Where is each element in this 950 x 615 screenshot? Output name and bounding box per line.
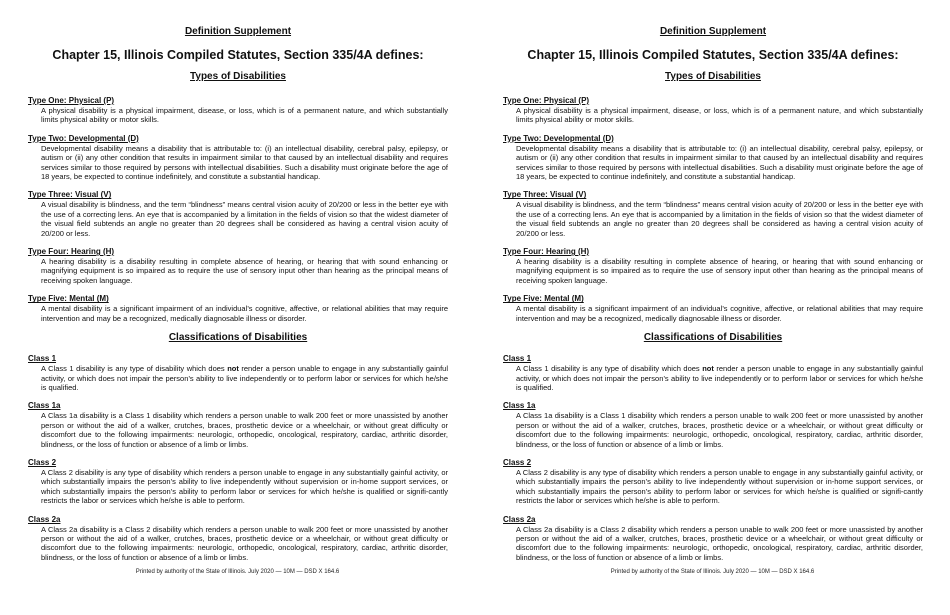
type-heading: Type Five: Mental (M) bbox=[503, 294, 584, 304]
class-text: A Class 2a disability is a Class 2 disability which renders a person unable to walk 200 feet or more unassisted by another person or without the aid of a walker, crutches, braces, prosthetic device or a wheelchair, or without great difficulty or discomfort due to the following impairments: neurologic, orthopedic, oncological, respiratory, cardiac, arthritic disorder, blindness, or the loss of function or absence of a limb or limbs. bbox=[41, 524, 448, 562]
page-right bbox=[475, 0, 950, 615]
class-text-emphasis: not bbox=[702, 364, 714, 374]
chapter-heading: Chapter 15, Illinois Compiled Statutes, Section 335/4A defines: bbox=[52, 48, 424, 62]
type-entry bbox=[28, 96, 448, 125]
class-entry bbox=[28, 515, 448, 563]
class-text: A Class 1a disability is a Class 1 disability which renders a person unable to walk 200 feet or more unassisted by another person or without the aid of a walker, crutches, braces, prosthetic device or a wheelchair, or without great difficulty or discomfort due to the following impairments: neurologic, orthopedic, oncological, respiratory, cardiac, arthritic disorder, blindness, or the loss of function or absence of a limb or limbs. bbox=[41, 411, 448, 449]
classifications-heading: Classifications of Disabilities bbox=[168, 332, 308, 344]
class-text: A Class 1a disability is a Class 1 disability which renders a person unable to walk 200 feet or more unassisted by another person or without the aid of a walker, crutches, braces, prosthetic device or a wheelchair, or without great difficulty or discomfort due to the following impairments: neurologic, orthopedic, oncological, respiratory, cardiac, arthritic disorder, blindness, or the loss of function or absence of a limb or limbs. bbox=[516, 411, 923, 449]
type-heading: Type Four: Hearing (H) bbox=[28, 247, 115, 257]
chapter-heading: Chapter 15, Illinois Compiled Statutes, Section 335/4A defines: bbox=[527, 48, 899, 62]
class-text-before: A Class 1 disability is any type of disability which does bbox=[41, 364, 228, 374]
type-text: A visual disability is blindness, and the term “blindness” means central vision acuity of 20/200 or less in the better eye with the use of a correcting lens. An eye that is accompanied by a limitation in the fields of vision so that the widest diameter of the visual field subtends an angle no greater than 20 degrees shall be considered as having a central vision acuity of 20/200 or less. bbox=[41, 200, 448, 238]
class-text: A Class 2a disability is a Class 2 disability which renders a person unable to walk 200 feet or more unassisted by another person or without the aid of a walker, crutches, braces, prosthetic device or a wheelchair, or without great difficulty or discomfort due to the following impairments: neurologic, orthopedic, oncological, respiratory, cardiac, arthritic disorder, blindness, or the loss of function or absence of a limb or limbs. bbox=[516, 524, 923, 562]
type-entry bbox=[503, 294, 923, 323]
class-heading: Class 2 bbox=[503, 457, 532, 467]
class-entry bbox=[503, 401, 923, 449]
class-heading: Class 2 bbox=[28, 457, 57, 467]
type-heading: Type One: Physical (P) bbox=[503, 96, 590, 105]
type-heading: Type Four: Hearing (H) bbox=[503, 247, 590, 257]
class-text-before: A Class 1 disability is any type of disability which does bbox=[516, 364, 703, 374]
class-text-after: render a person unable to engage in any substantially gainful activity, or which does not impair the person’s ability to live independently or to perform labor or services for which he/she is qualified. bbox=[41, 364, 448, 392]
supplement-title: Definition Supplement bbox=[659, 26, 767, 37]
class-heading: Class 2a bbox=[28, 514, 61, 524]
supplement-title: Definition Supplement bbox=[184, 26, 292, 37]
type-text: A mental disability is a significant impairment of an individual’s cognitive, affective, or relational abilities that may require intervention and may be a recognized, medically diagnosable illness or disorder. bbox=[516, 304, 923, 323]
type-entry bbox=[28, 294, 448, 323]
type-entry bbox=[28, 190, 448, 238]
class-text-after: render a person unable to engage in any substantially gainful activity, or which does not impair the person’s ability to live independently or to perform labor or services for which he/she is qualified. bbox=[516, 364, 923, 392]
type-text: Developmental disability means a disability that is attributable to: (i) an intellectual disability, cerebral palsy, epilepsy, or autism or (ii) any other condition that results in impairment similar to that caused by an intellectual disability and requires services similar to those required by persons with intellectual disabilities. Such a disability must originate before the age of 18 years, be expected to continue indefinitely, and constitute a substantial handicap. bbox=[516, 143, 923, 182]
class-heading: Class 1a bbox=[28, 401, 61, 411]
type-entry bbox=[503, 96, 923, 125]
type-heading: Type Two: Developmental (D) bbox=[503, 133, 614, 143]
type-text: A visual disability is blindness, and the term “blindness” means central vision acuity of 20/200 or less in the better eye with the use of a correcting lens. An eye that is accompanied by a limitation in the fields of vision so that the widest diameter of the visual field subtends an angle no greater than 20 degrees shall be considered as having a central vision acuity of 20/200 or less. bbox=[516, 200, 923, 238]
class-heading: Class 1a bbox=[503, 401, 536, 411]
class-text bbox=[503, 364, 923, 392]
print-footer: Printed by authority of the State of Illinois. July 2020 — 10M — DSD X 164.6 bbox=[610, 569, 815, 575]
type-text: A hearing disability is a disability resulting in complete absence of hearing, or hearing that with sound enhancing or magnifying equipment is so impaired as to require the use of sensory input other than hearing as the principal means of receiving spoken language. bbox=[41, 257, 448, 285]
class-entry bbox=[503, 458, 923, 506]
type-text: A mental disability is a significant impairment of an individual’s cognitive, affective, or relational abilities that may require intervention and may be a recognized, medically diagnosable illness or disorder. bbox=[41, 304, 448, 323]
type-text: A physical disability is a physical impairment, disease, or loss, which is of a permanent nature, and which substantially limits physical ability or motor skills. bbox=[41, 106, 448, 125]
type-heading: Type Three: Visual (V) bbox=[503, 190, 587, 200]
type-text: A hearing disability is a disability resulting in complete absence of hearing, or hearing that with sound enhancing or magnifying equipment is so impaired as to require the use of sensory input other than hearing as the principal means of receiving spoken language. bbox=[516, 257, 923, 285]
class-heading: Class 1 bbox=[28, 354, 57, 364]
types-heading: Types of Disabilities bbox=[665, 71, 761, 82]
type-text: A physical disability is a physical impairment, disease, or loss, which is of a permanent nature, and which substantially limits physical ability or motor skills. bbox=[516, 106, 923, 125]
class-text-emphasis: not bbox=[227, 364, 239, 374]
class-text bbox=[28, 364, 448, 392]
type-entry bbox=[503, 190, 923, 238]
classifications-heading: Classifications of Disabilities bbox=[643, 332, 783, 344]
type-heading: Type Three: Visual (V) bbox=[28, 190, 112, 200]
class-entry bbox=[28, 354, 448, 392]
type-heading: Type Five: Mental (M) bbox=[28, 294, 109, 304]
class-heading: Class 2a bbox=[503, 514, 536, 524]
type-heading: Type Two: Developmental (D) bbox=[28, 133, 139, 143]
class-entry bbox=[28, 401, 448, 449]
print-footer: Printed by authority of the State of Illinois. July 2020 — 10M — DSD X 164.6 bbox=[135, 569, 340, 575]
type-heading: Type One: Physical (P) bbox=[28, 96, 115, 105]
class-entry bbox=[503, 515, 923, 563]
class-heading: Class 1 bbox=[503, 354, 532, 364]
class-text: A Class 2 disability is any type of disability which renders a person unable to engage in any substantially gainful activity, or which substantially impairs the person’s ability to live independently without supervision or in-home support services, or which substantially impairs the person’s ability to perform labor or services for which he/she is qualified or signifi-cantly restricts the labor or services which he/she is able to perform. bbox=[41, 467, 448, 506]
type-entry bbox=[28, 247, 448, 285]
class-text: A Class 2 disability is any type of disability which renders a person unable to engage in any substantially gainful activity, or which substantially impairs the person’s ability to live independently without supervision or in-home support services, or which substantially impairs the person’s ability to perform labor or services for which he/she is qualified or signifi-cantly restricts the labor or services which he/she is able to perform. bbox=[516, 467, 923, 506]
type-entry bbox=[503, 247, 923, 285]
class-entry bbox=[28, 458, 448, 506]
type-text: Developmental disability means a disability that is attributable to: (i) an intellectual disability, cerebral palsy, epilepsy, or autism or (ii) any other condition that results in impairment similar to that caused by an intellectual disability and requires services similar to those required by persons with intellectual disabilities. Such a disability must originate before the age of 18 years, be expected to continue indefinitely, and constitute a substantial handicap. bbox=[41, 143, 448, 182]
types-heading: Types of Disabilities bbox=[190, 71, 286, 82]
type-entry bbox=[28, 134, 448, 182]
type-entry bbox=[503, 134, 923, 182]
class-entry bbox=[503, 354, 923, 392]
